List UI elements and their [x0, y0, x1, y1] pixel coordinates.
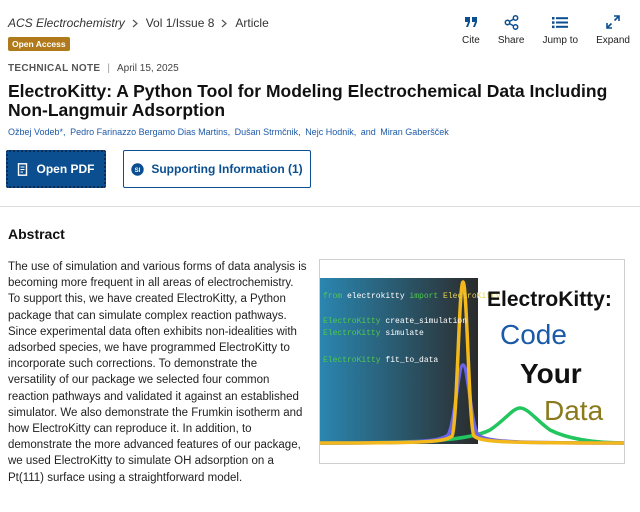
- breadcrumb-journal[interactable]: ACS Electrochemistry: [8, 16, 125, 30]
- cite-button[interactable]: [462, 14, 480, 46]
- article-toolbar: [444, 14, 630, 46]
- jump-to-label: Jump to: [542, 35, 579, 46]
- author-link[interactable]: Nejc Hodnik,: [305, 127, 357, 137]
- toc-word-your: Your: [520, 358, 582, 389]
- chevron-right-icon: [221, 19, 227, 28]
- code-line: ElectroKitty create_simulation: [323, 317, 468, 326]
- meta-divider: |: [107, 63, 110, 74]
- toc-word-data: Data: [544, 395, 604, 426]
- share-icon: [503, 14, 519, 30]
- code-line: ElectroKitty simulate: [323, 329, 424, 338]
- article-title: ElectroKitty: A Python Tool for Modeling Electrochemical Data Including Non-Langmuir Adsorption: [8, 81, 608, 120]
- breadcrumb-issue[interactable]: Vol 1/Issue 8: [145, 16, 215, 30]
- jump-to-button[interactable]: [543, 14, 579, 46]
- author-conjunction: and: [360, 127, 376, 137]
- toc-word-code: Code: [500, 319, 567, 350]
- publication-date: April 15, 2025: [116, 63, 179, 74]
- section-divider: [0, 206, 640, 207]
- abstract-text: The use of simulation and various forms of data analysis is becoming more frequent in all areas of electrochemistry. To support this, we have created ElectroKitty, a Python package that can simulate complex reaction pathways. Since experimental data often exhibits non-idealities with adsorbed species, we have programmed ElectroKitty to incorporate such corrections. To demonstrate the versatility of our package we selected four common reaction pathways and validated it against an established simulator. We also demonstrate the Frumkin isotherm and how ElectroKitty can reproduce it. In addition, to demonstrate the more advanced features of our package, we used ElectroKitty to simulate OH adsorption on a Pt(111) surface using a straightforward model.: [8, 261, 307, 484]
- breadcrumb-type: Article: [235, 16, 269, 30]
- si-icon-label: SI: [135, 167, 141, 174]
- code-line: from electrokitty import ElectroKitty: [323, 292, 501, 301]
- author-link[interactable]: Pedro Farinazzo Bergamo Dias Martins,: [70, 127, 231, 137]
- open-pdf-label: Open PDF: [36, 162, 95, 176]
- share-button[interactable]: [498, 14, 525, 46]
- share-label: Share: [497, 35, 525, 46]
- toc-graphic-canvas: [320, 260, 625, 464]
- cite-label: Cite: [462, 35, 480, 46]
- article-type: TECHNICAL NOTE: [8, 63, 101, 74]
- author-link[interactable]: Dušan Strmčnik,: [234, 127, 301, 137]
- toc-heading: ElectroKitty:: [487, 288, 612, 311]
- toc-graphic[interactable]: [319, 259, 625, 464]
- breadcrumb: [8, 16, 269, 30]
- quote-icon: [463, 14, 479, 30]
- chevron-right-icon: [132, 19, 138, 28]
- open-pdf-button[interactable]: [6, 150, 106, 188]
- si-icon: [131, 163, 144, 176]
- expand-button[interactable]: [596, 14, 630, 46]
- author-link[interactable]: Ožbej Vodeb*,: [8, 127, 66, 137]
- author-link[interactable]: Miran Gaberšček: [380, 127, 449, 137]
- document-icon: [17, 163, 28, 176]
- open-access-badge: Open Access: [8, 37, 70, 51]
- expand-label: Expand: [596, 35, 630, 46]
- supporting-information-button[interactable]: [123, 150, 311, 188]
- article-meta: [8, 63, 179, 74]
- code-line: ElectroKitty fit_to_data: [323, 356, 439, 365]
- abstract-heading: Abstract: [8, 226, 65, 242]
- list-icon: [552, 14, 568, 30]
- supporting-information-label: Supporting Information (1): [151, 162, 303, 176]
- author-list: [8, 127, 451, 137]
- expand-icon: [605, 14, 621, 30]
